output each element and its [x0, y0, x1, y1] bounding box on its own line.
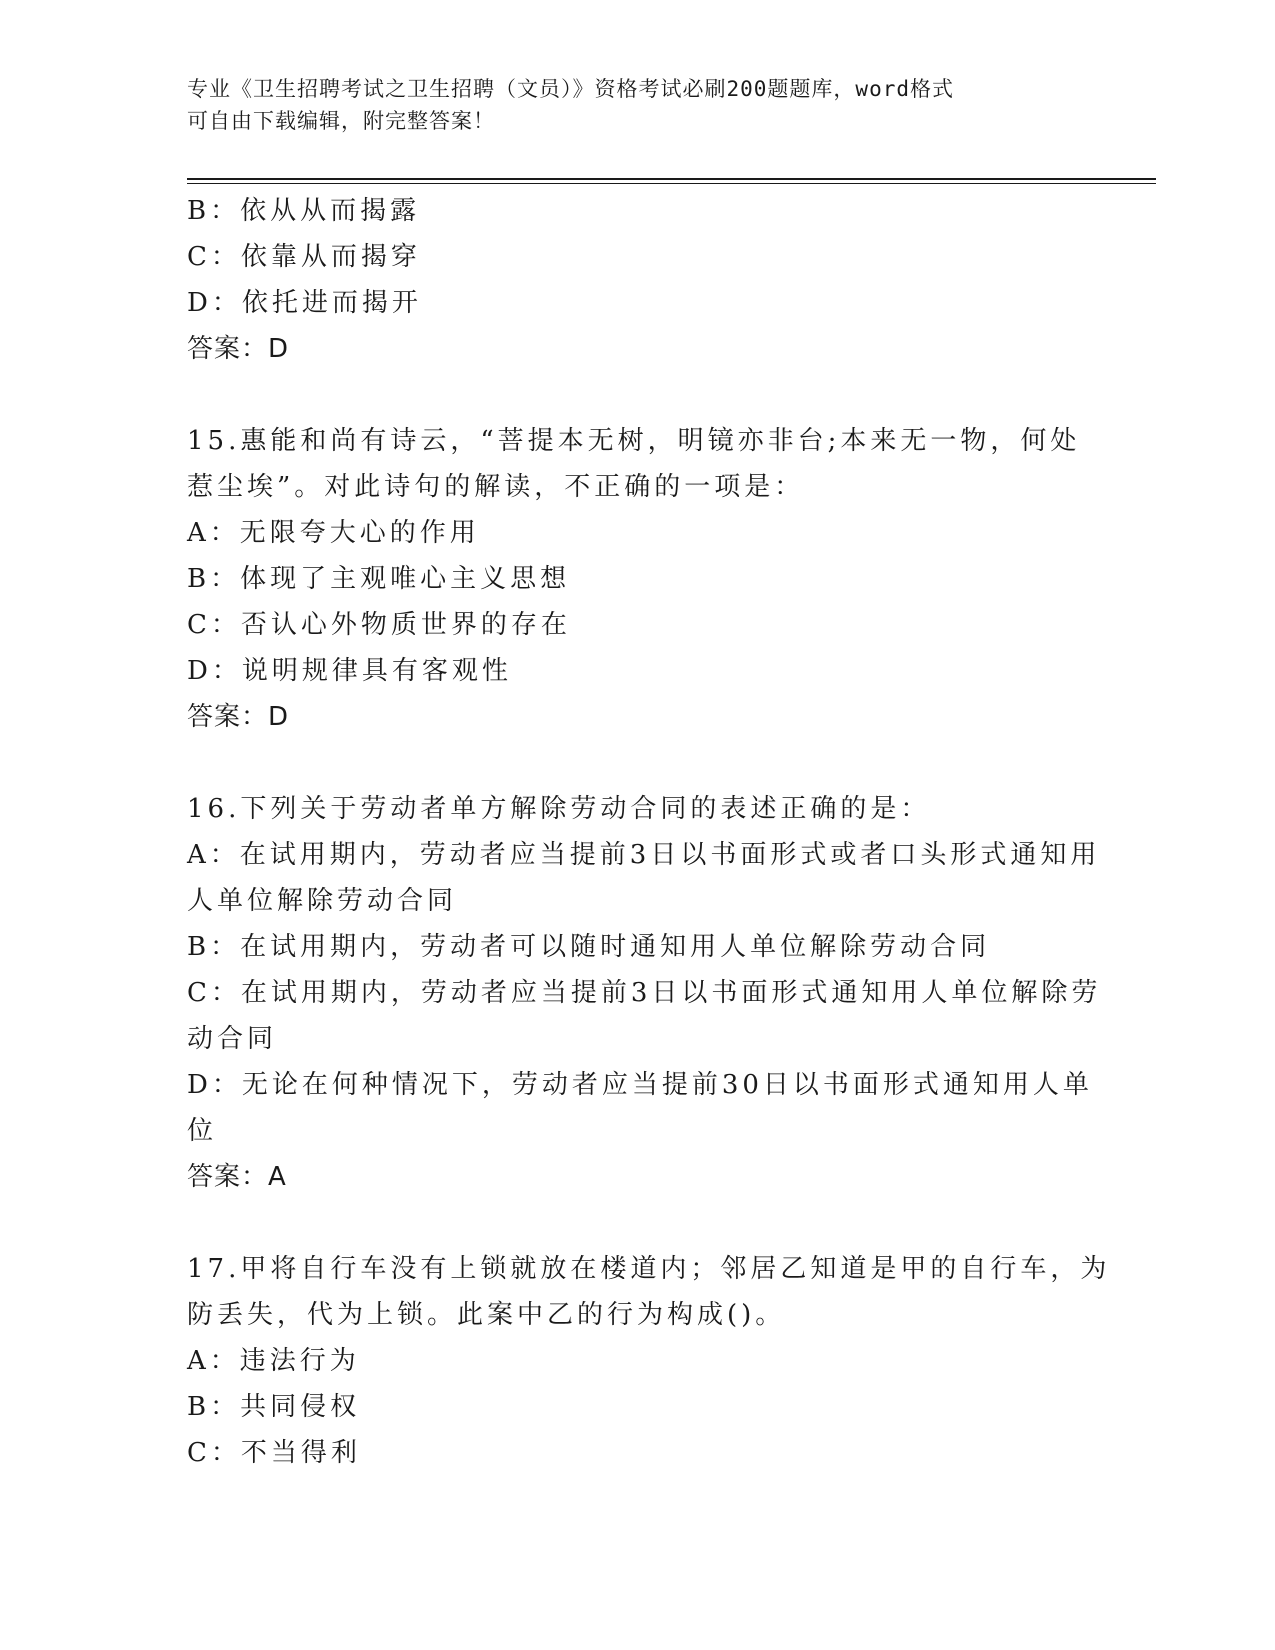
option-d: D：说明规律具有客观性 — [187, 656, 512, 686]
answer-line: 答案：D — [187, 334, 290, 364]
spacer — [187, 740, 1087, 786]
answer-line: 答案：D — [187, 702, 290, 732]
option-a-continued: 人单位解除劳动合同 — [187, 886, 458, 916]
option-a: A：违法行为 — [187, 1346, 360, 1376]
question-text-line: 15.惠能和尚有诗云，“菩提本无树，明镜亦非台;本来无一物，何处 — [187, 426, 1081, 456]
option-d: D：无论在何种情况下，劳动者应当提前30日以书面形式通知用人单 — [187, 1070, 1093, 1100]
document-header — [187, 73, 1067, 137]
question-17 — [187, 1246, 1111, 1476]
option-c: C：在试用期内，劳动者应当提前3日以书面形式通知用人单位解除劳 — [187, 978, 1102, 1008]
question-15 — [187, 418, 1087, 740]
option-d-continued: 位 — [187, 1116, 218, 1146]
document-body — [187, 188, 1111, 1476]
option-b: B：在试用期内，劳动者可以随时通知用人单位解除劳动合同 — [187, 932, 991, 962]
spacer — [187, 1200, 1087, 1246]
header-divider-thin — [187, 183, 1156, 184]
option-a: A：在试用期内，劳动者应当提前3日以书面形式或者口头形式通知用 — [187, 840, 1101, 870]
option-a: A：无限夸大心的作用 — [187, 518, 480, 548]
option-c-continued: 动合同 — [187, 1024, 278, 1054]
option-c: C：依靠从而揭穿 — [187, 242, 421, 272]
question-text-line: 17.甲将自行车没有上锁就放在楼道内；邻居乙知道是甲的自行车，为 — [187, 1254, 1111, 1284]
option-c: C：不当得利 — [187, 1438, 361, 1468]
option-b: B：依从从而揭露 — [187, 196, 421, 226]
question-16 — [187, 786, 1102, 1200]
option-b: B：共同侵权 — [187, 1392, 361, 1422]
option-b: B：体现了主观唯心主义思想 — [187, 564, 571, 594]
spacer — [187, 372, 1087, 418]
header-line-2: 可自由下载编辑，附完整答案！ — [187, 109, 495, 133]
question-text-line: 惹尘埃”。对此诗句的解读，不正确的一项是： — [187, 472, 805, 502]
header-divider-thick — [187, 178, 1156, 180]
header-line-1: 专业《卫生招聘考试之卫生招聘（文员）》资格考试必刷200题题库，word格式 — [187, 77, 954, 101]
option-d: D：依托进而揭开 — [187, 288, 422, 318]
question-14-continued — [187, 188, 1087, 372]
option-c: C：否认心外物质世界的存在 — [187, 610, 571, 640]
question-text-line: 防丢失，代为上锁。此案中乙的行为构成()。 — [187, 1300, 786, 1330]
answer-line: 答案：A — [187, 1162, 287, 1192]
question-text-line: 16.下列关于劳动者单方解除劳动合同的表述正确的是： — [187, 794, 931, 824]
